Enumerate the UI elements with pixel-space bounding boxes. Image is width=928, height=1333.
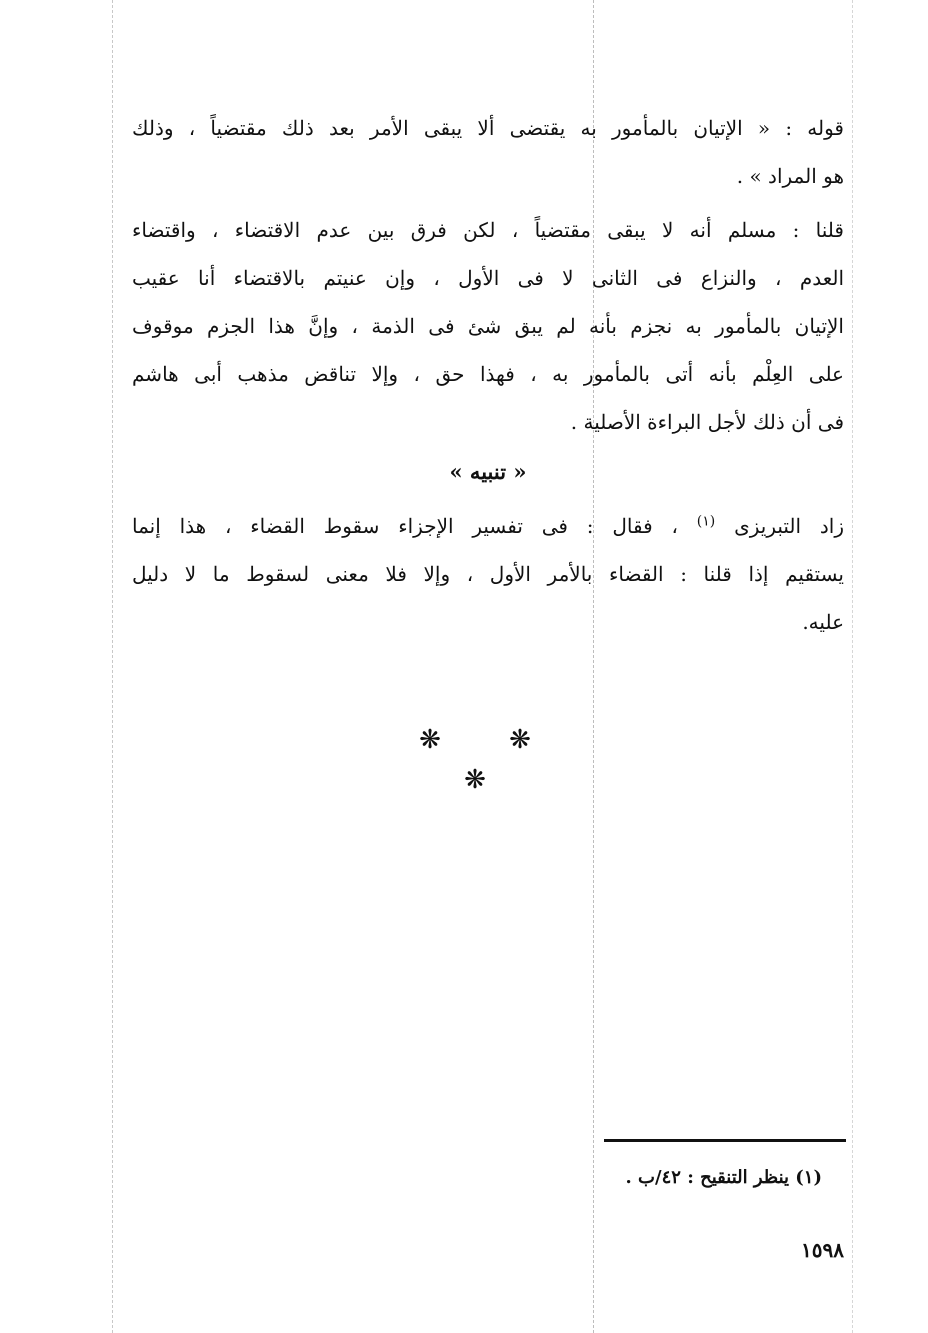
notice-heading: « تنبيه » (449, 459, 527, 484)
footnote-marker[interactable]: (١) (696, 513, 716, 530)
text-line: يستقيم إذا قلنا : القضاء بالأمر الأول ، وإلا فلا معنى لسقوط ما لا دليل (132, 562, 844, 586)
scan-guide-line (112, 0, 113, 1333)
section-separator: ❋ ❋ ❋ (419, 725, 561, 795)
text-line (132, 502, 844, 550)
footnote-text: (١) ينظر التنقيح : ٤٢/ب . (625, 1167, 822, 1188)
paragraph-response (132, 206, 844, 446)
text-line: على العِلْم بأنه أتى بالمأمور به ، فهذا حق ، وإلا تناقض مذهب أبى هاشم (132, 362, 844, 386)
page-number: ١٥٩٨ (801, 1238, 844, 1262)
footnote-divider (604, 1139, 846, 1142)
paragraph-notice (132, 502, 844, 646)
paragraph-quote (132, 104, 844, 200)
text-line: قلنا : مسلم أنه لا يبقى مقتضياً ، لكن فرق بين عدم الاقتضاء ، واقتضاء (132, 218, 844, 242)
text-fragment: زاد التبريزى (734, 514, 845, 538)
text-line: الإتيان بالمأمور به نجزم بأنه لم يبق شئ فى الذمة ، وإنَّ هذا الجزم موقوف (132, 314, 844, 338)
text-line: فى أن ذلك لأجل البراءة الأصلية . (570, 410, 844, 434)
text-line: العدم ، والنزاع فى الثانى لا فى الأول ، وإن عنيتم بالاقتضاء أنا عقيب (132, 266, 844, 290)
text-fragment: ، فقال : فى تفسير الإجزاء سقوط القضاء ، هذا إنما (132, 514, 678, 538)
scan-guide-line (852, 0, 853, 1333)
text-line: عليه. (802, 610, 844, 634)
text-line: قوله : « الإتيان بالمأمور به يقتضى ألا يبقى الأمر بعد ذلك مقتضياً ، وذلك (132, 116, 844, 140)
text-line: هو المراد » . (736, 164, 844, 188)
